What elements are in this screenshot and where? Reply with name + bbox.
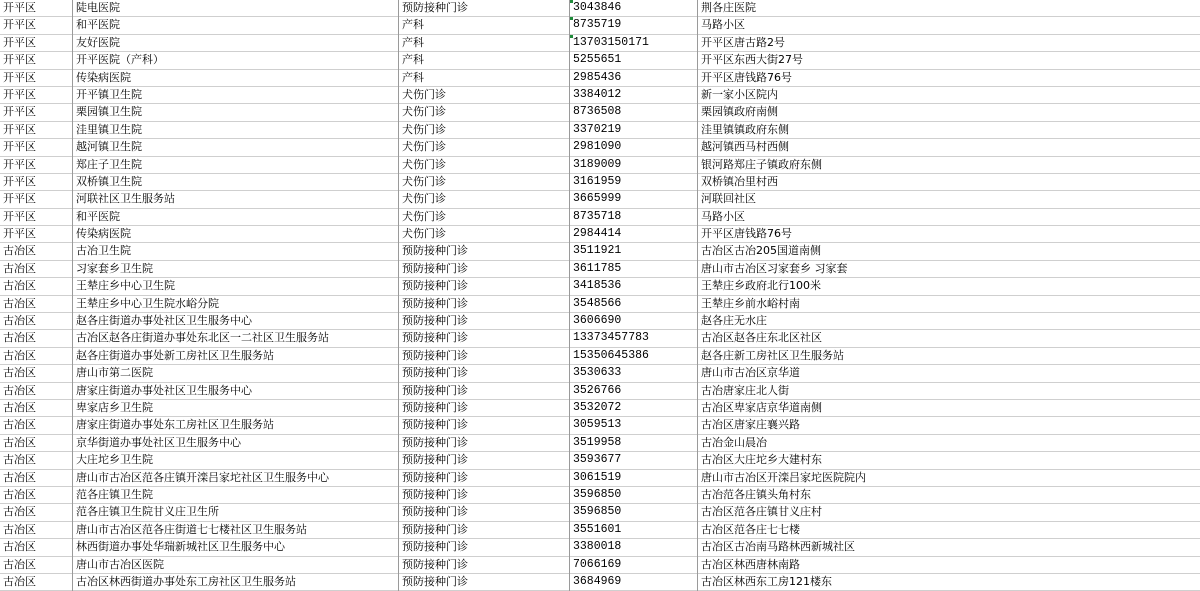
district-cell[interactable]: 开平区 (0, 139, 73, 156)
institution-cell[interactable]: 唐家庄街道办事处社区卫生服务中心 (73, 383, 399, 400)
service-type-cell[interactable]: 预防接种门诊 (399, 470, 570, 487)
phone-cell[interactable]: 3370219 (570, 122, 698, 139)
institution-cell[interactable]: 河联社区卫生服务站 (73, 191, 399, 208)
table-row (0, 70, 1200, 87)
phone-cell[interactable]: 3061519 (570, 470, 698, 487)
institution-cell[interactable]: 王辇庄乡中心卫生院 (73, 278, 399, 295)
service-type-cell[interactable]: 预防接种门诊 (399, 435, 570, 452)
address-cell[interactable]: 唐山市古冶区京华道 (701, 366, 800, 380)
address-cell[interactable]: 古冶区林西唐林南路 (701, 557, 800, 571)
district-cell[interactable]: 开平区 (0, 70, 73, 87)
district-cell[interactable]: 古冶区 (0, 243, 73, 260)
institution-cell[interactable]: 赵各庄街道办事处新工房社区卫生服务站 (73, 348, 399, 365)
table-row (0, 452, 1200, 469)
phone-cell[interactable]: 2981090 (570, 139, 698, 156)
district-cell[interactable]: 古冶区 (0, 296, 73, 313)
district-cell[interactable]: 古冶区 (0, 504, 73, 521)
table-row (0, 87, 1200, 104)
district-cell[interactable]: 开平区 (0, 226, 73, 243)
address-cell[interactable]: 银河路郑庄子镇政府东侧 (701, 157, 822, 171)
address-cell[interactable]: 古冶区赵各庄东北区社区 (701, 331, 822, 345)
service-type-cell[interactable]: 预防接种门诊 (399, 487, 570, 504)
phone-cell[interactable]: 13703150171 (570, 35, 698, 52)
table-row (0, 574, 1200, 591)
phone-cell[interactable]: 7066169 (570, 557, 698, 574)
institution-cell[interactable]: 友好医院 (73, 35, 399, 52)
service-type-cell[interactable]: 预防接种门诊 (399, 278, 570, 295)
table-row (0, 504, 1200, 521)
phone-cell[interactable]: 3611785 (570, 261, 698, 278)
table-row (0, 35, 1200, 52)
table-row (0, 191, 1200, 208)
service-type-cell[interactable]: 犬伤门诊 (399, 139, 570, 156)
institution-cell[interactable]: 古冶卫生院 (73, 243, 399, 260)
phone-cell[interactable]: 3384012 (570, 87, 698, 104)
service-type-cell[interactable]: 犬伤门诊 (399, 122, 570, 139)
address-cell[interactable]: 古冶区古冶205国道南侧 (701, 244, 821, 258)
address-cell[interactable]: 王辇庄乡前水峪村南 (701, 296, 800, 310)
service-type-cell[interactable]: 产科 (399, 70, 570, 87)
service-type-cell[interactable]: 犬伤门诊 (399, 191, 570, 208)
service-type-cell[interactable]: 预防接种门诊 (399, 557, 570, 574)
table-row (0, 330, 1200, 347)
institution-cell[interactable]: 大庄坨乡卫生院 (73, 452, 399, 469)
institution-cell[interactable]: 双桥镇卫生院 (73, 174, 399, 191)
address-cell[interactable]: 赵各庄无水庄 (701, 314, 767, 328)
address-cell[interactable]: 荆各庄医院 (701, 1, 756, 14)
district-cell[interactable]: 古冶区 (0, 365, 73, 382)
table-row (0, 139, 1200, 156)
address-cell[interactable]: 古冶区范各庄七七楼 (701, 522, 800, 536)
phone-cell[interactable]: 3511921 (570, 243, 698, 260)
service-type-cell[interactable]: 犬伤门诊 (399, 104, 570, 121)
institution-cell[interactable]: 京华街道办事处社区卫生服务中心 (73, 435, 399, 452)
service-type-cell[interactable]: 预防接种门诊 (399, 417, 570, 434)
table-row (0, 365, 1200, 382)
institution-cell[interactable]: 习家套乡卫生院 (73, 261, 399, 278)
phone-cell[interactable]: 3189009 (570, 157, 698, 174)
district-cell[interactable]: 开平区 (0, 122, 73, 139)
institution-cell[interactable]: 王辇庄乡中心卫生院水峪分院 (73, 296, 399, 313)
service-type-cell[interactable]: 犬伤门诊 (399, 157, 570, 174)
phone-cell[interactable]: 3684969 (570, 574, 698, 591)
phone-cell[interactable]: 3606690 (570, 313, 698, 330)
address-cell[interactable]: 新一家小区院内 (701, 87, 778, 101)
table-row (0, 348, 1200, 365)
institution-cell[interactable]: 洼里镇卫生院 (73, 122, 399, 139)
phone-cell[interactable]: 2985436 (570, 70, 698, 87)
cell-indicator-icon (570, 17, 573, 20)
district-cell[interactable]: 古冶区 (0, 330, 73, 347)
service-type-cell[interactable]: 预防接种门诊 (399, 348, 570, 365)
table-row (0, 313, 1200, 330)
address-cell[interactable]: 马路小区 (701, 209, 745, 223)
table-row (0, 17, 1200, 34)
service-type-cell[interactable]: 预防接种门诊 (399, 522, 570, 539)
phone-cell[interactable]: 3532072 (570, 400, 698, 417)
institution-cell[interactable]: 郑庄子卫生院 (73, 157, 399, 174)
table-row (0, 435, 1200, 452)
service-type-cell[interactable]: 犬伤门诊 (399, 87, 570, 104)
address-cell[interactable]: 洼里镇镇政府东侧 (701, 122, 789, 136)
table-row (0, 261, 1200, 278)
institution-cell[interactable]: 唐山市第二医院 (73, 365, 399, 382)
service-type-cell[interactable]: 预防接种门诊 (399, 539, 570, 556)
service-type-cell[interactable]: 预防接种门诊 (399, 243, 570, 260)
service-type-cell[interactable]: 预防接种门诊 (399, 383, 570, 400)
institution-cell[interactable]: 和平医院 (73, 17, 399, 34)
address-cell[interactable]: 河联回社区 (701, 192, 756, 206)
table-row (0, 209, 1200, 226)
district-cell[interactable]: 开平区 (0, 35, 73, 52)
cell-indicator-icon (570, 35, 573, 38)
table-row (0, 470, 1200, 487)
table-row (0, 122, 1200, 139)
district-cell[interactable]: 古冶区 (0, 470, 73, 487)
service-type-cell[interactable]: 产科 (399, 35, 570, 52)
table-row (0, 522, 1200, 539)
service-type-cell[interactable]: 预防接种门诊 (399, 504, 570, 521)
phone-cell[interactable]: 3161959 (570, 174, 698, 191)
phone-cell[interactable]: 3596850 (570, 504, 698, 521)
phone-cell[interactable]: 2984414 (570, 226, 698, 243)
institution-cell[interactable]: 唐山市古冶区范各庄街道七七楼社区卫生服务站 (73, 522, 399, 539)
address-cell[interactable]: 赵各庄新工房社区卫生服务站 (701, 348, 844, 362)
address-cell[interactable]: 开平区东西大街27号 (701, 53, 803, 67)
phone-cell[interactable]: 3380018 (570, 539, 698, 556)
institution-cell[interactable]: 开平医院（产科） (73, 52, 399, 69)
address-cell[interactable]: 开平区唐钱路76号 (701, 227, 792, 241)
district-cell[interactable]: 古冶区 (0, 574, 73, 591)
district-cell[interactable]: 开平区 (0, 209, 73, 226)
service-type-cell[interactable]: 犬伤门诊 (399, 174, 570, 191)
table-row (0, 0, 1200, 17)
address-cell[interactable]: 古冶区大庄坨乡大建村东 (701, 453, 822, 467)
district-cell[interactable]: 古冶区 (0, 487, 73, 504)
phone-cell[interactable]: 3519958 (570, 435, 698, 452)
district-cell[interactable]: 古冶区 (0, 348, 73, 365)
phone-cell[interactable]: 3593677 (570, 452, 698, 469)
address-cell[interactable]: 王辇庄乡政府北行100米 (701, 279, 821, 293)
district-cell[interactable]: 古冶区 (0, 417, 73, 434)
phone-cell[interactable]: 3665999 (570, 191, 698, 208)
service-type-cell[interactable]: 犬伤门诊 (399, 226, 570, 243)
phone-cell[interactable]: 3548566 (570, 296, 698, 313)
district-cell[interactable]: 古冶区 (0, 261, 73, 278)
institution-cell[interactable]: 卑家店乡卫生院 (73, 400, 399, 417)
table-row (0, 157, 1200, 174)
address-cell[interactable]: 古冶区唐家庄襄兴路 (701, 418, 800, 432)
phone-cell[interactable]: 8736508 (570, 104, 698, 121)
institution-cell[interactable]: 越河镇卫生院 (73, 139, 399, 156)
district-cell[interactable]: 开平区 (0, 17, 73, 34)
table-row (0, 557, 1200, 574)
phone-cell[interactable]: 3043846 (570, 0, 698, 17)
district-cell[interactable]: 古冶区 (0, 383, 73, 400)
table-row (0, 487, 1200, 504)
table-row (0, 400, 1200, 417)
address-cell[interactable]: 马路小区 (701, 18, 745, 32)
phone-cell[interactable]: 3059513 (570, 417, 698, 434)
district-cell[interactable]: 古冶区 (0, 522, 73, 539)
service-type-cell[interactable]: 预防接种门诊 (399, 0, 570, 17)
district-cell[interactable]: 开平区 (0, 0, 73, 17)
institution-cell[interactable]: 开平镇卫生院 (73, 87, 399, 104)
service-type-cell[interactable]: 预防接种门诊 (399, 574, 570, 591)
table-row (0, 243, 1200, 260)
institution-cell[interactable]: 栗园镇卫生院 (73, 104, 399, 121)
phone-cell[interactable]: 8735718 (570, 209, 698, 226)
phone-cell[interactable]: 3526766 (570, 383, 698, 400)
address-cell[interactable]: 古冶金山晨冶 (701, 435, 767, 449)
service-type-cell[interactable]: 预防接种门诊 (399, 400, 570, 417)
institution-cell[interactable]: 传染病医院 (73, 226, 399, 243)
service-type-cell[interactable]: 预防接种门诊 (399, 296, 570, 313)
district-cell[interactable]: 开平区 (0, 174, 73, 191)
table-row (0, 383, 1200, 400)
service-type-cell[interactable]: 预防接种门诊 (399, 261, 570, 278)
institution-cell[interactable]: 陡电医院 (73, 0, 399, 17)
district-cell[interactable]: 开平区 (0, 87, 73, 104)
cell-indicator-icon (570, 0, 573, 3)
institution-cell[interactable]: 传染病医院 (73, 70, 399, 87)
address-cell[interactable]: 古冶唐家庄北人街 (701, 383, 789, 397)
institution-cell[interactable]: 和平医院 (73, 209, 399, 226)
table-row (0, 296, 1200, 313)
table-row (0, 417, 1200, 434)
service-type-cell[interactable]: 预防接种门诊 (399, 452, 570, 469)
table-row (0, 278, 1200, 295)
district-cell[interactable]: 古冶区 (0, 278, 73, 295)
phone-cell[interactable]: 15350645386 (570, 348, 698, 365)
phone-cell[interactable]: 8735719 (570, 17, 698, 34)
table-row (0, 226, 1200, 243)
address-cell[interactable]: 古冶区卑家店京华道南侧 (701, 400, 822, 414)
institution-cell[interactable]: 古冶区林西街道办事处东工房社区卫生服务站 (73, 574, 399, 591)
district-cell[interactable]: 开平区 (0, 157, 73, 174)
address-cell[interactable]: 古冶区林西东工房121楼东 (701, 574, 832, 588)
institution-cell[interactable]: 唐家庄街道办事处东工房社区卫生服务站 (73, 417, 399, 434)
table-row (0, 539, 1200, 556)
district-cell[interactable]: 开平区 (0, 52, 73, 69)
table-row (0, 174, 1200, 191)
phone-cell[interactable]: 3596850 (570, 487, 698, 504)
address-cell[interactable]: 古冶区范各庄镇甘义庄村 (701, 505, 822, 519)
service-type-cell[interactable]: 产科 (399, 52, 570, 69)
address-cell[interactable]: 开平区唐钱路76号 (701, 70, 792, 84)
address-cell[interactable]: 唐山市古冶区习家套乡 习家套 (701, 261, 848, 275)
address-cell[interactable]: 古冶区古冶南马路林西新城社区 (701, 540, 855, 554)
service-type-cell[interactable]: 产科 (399, 17, 570, 34)
phone-cell[interactable]: 3530633 (570, 365, 698, 382)
district-cell[interactable]: 古冶区 (0, 435, 73, 452)
service-type-cell[interactable]: 犬伤门诊 (399, 209, 570, 226)
address-cell[interactable]: 唐山市古冶区开滦吕家坨医院院内 (701, 470, 866, 484)
district-cell[interactable]: 古冶区 (0, 452, 73, 469)
institution-cell[interactable]: 林西街道办事处华瑞新城社区卫生服务中心 (73, 539, 399, 556)
institution-cell[interactable]: 范各庄镇卫生院甘义庄卫生所 (73, 504, 399, 521)
service-type-cell[interactable]: 预防接种门诊 (399, 313, 570, 330)
address-cell[interactable]: 栗园镇政府南侧 (701, 105, 778, 119)
institution-cell[interactable]: 范各庄镇卫生院 (73, 487, 399, 504)
district-cell[interactable]: 古冶区 (0, 557, 73, 574)
district-cell[interactable]: 古冶区 (0, 400, 73, 417)
institution-cell[interactable]: 古冶区赵各庄街道办事处东北区一二社区卫生服务站 (73, 330, 399, 347)
institution-cell[interactable]: 唐山市古冶区医院 (73, 557, 399, 574)
phone-cell[interactable]: 3418536 (570, 278, 698, 295)
address-cell[interactable]: 越河镇西马村西侧 (701, 140, 789, 154)
table-row (0, 104, 1200, 121)
district-cell[interactable]: 开平区 (0, 191, 73, 208)
address-cell[interactable]: 双桥镇冶里村西 (701, 174, 778, 188)
table-row (0, 52, 1200, 69)
institution-cell[interactable]: 唐山市古冶区范各庄镇开滦吕家坨社区卫生服务中心 (73, 470, 399, 487)
phone-cell[interactable]: 3551601 (570, 522, 698, 539)
district-cell[interactable]: 古冶区 (0, 539, 73, 556)
address-cell[interactable]: 古冶范各庄镇头角村东 (701, 487, 811, 501)
district-cell[interactable]: 开平区 (0, 104, 73, 121)
service-type-cell[interactable]: 预防接种门诊 (399, 365, 570, 382)
district-cell[interactable]: 古冶区 (0, 313, 73, 330)
phone-cell[interactable]: 13373457783 (570, 330, 698, 347)
service-type-cell[interactable]: 预防接种门诊 (399, 330, 570, 347)
institution-cell[interactable]: 赵各庄街道办事处社区卫生服务中心 (73, 313, 399, 330)
address-cell[interactable]: 开平区唐古路2号 (701, 35, 785, 49)
phone-cell[interactable]: 5255651 (570, 52, 698, 69)
